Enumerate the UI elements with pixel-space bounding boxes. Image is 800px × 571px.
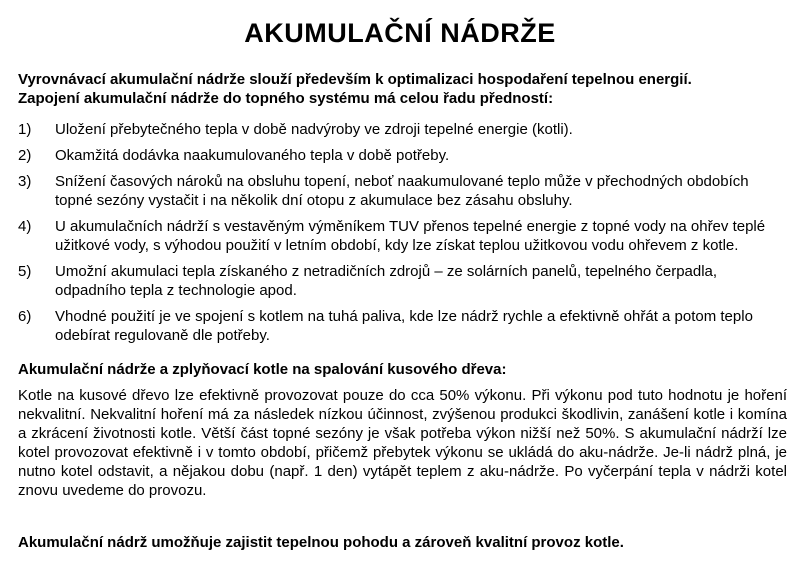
advantages-list <box>18 120 788 352</box>
list-item-number: 5) <box>18 263 32 280</box>
list-item-text: Uložení přebytečného tepla v době nadvýroby ve zdroji tepelné energie (kotli). <box>55 121 573 138</box>
list-item-text: Vhodné použití je ve spojení s kotlem na tuhá paliva, kde lze nádrž rychle a efektivně ohřát a potom teplo odebírat regulovaně dle potřeby. <box>55 308 753 344</box>
intro-line-1: Vyrovnávací akumulační nádrže slouží především k optimalizaci hospodaření tepelnou energií. <box>18 71 692 88</box>
list-item <box>18 120 788 139</box>
page-title: AKUMULAČNÍ NÁDRŽE <box>244 18 556 48</box>
list-item-text: Okamžitá dodávka naakumulovaného tepla v době potřeby. <box>55 147 450 164</box>
intro-text <box>18 70 788 108</box>
list-item-number: 6) <box>18 308 32 325</box>
list-item <box>18 307 788 345</box>
list-item-number: 4) <box>18 218 32 235</box>
list-item-text: Snížení časových nároků na obsluhu topení, neboť naakumulované teplo může v přechodných obdobích topné sezóny vystačit i na několik dní otopu z akumulace bez zásahu obsluhy. <box>55 173 749 209</box>
section-paragraph: Kotle na kusové dřevo lze efektivně provozovat pouze do cca 50% výkonu. Při výkonu pod tuto hodnotu je hoření nekvalitní. Nekvalitní hoření má za následek nízkou účinnost, zvýšenou produkci škodlivin, zanášení kotle i komína a zkrácení životnosti kotle. Větší část topné sezóny je však potřeba výkon nižší než 50%. S akumulační nádrží lze kotel provozovat efektivně i v tomto období, přičemž přebytek výkonu se ukládá do aku-nádrže. Je-li nádrž plná, je nutno kotel odstavit, a nějakou dobu (např. 1 den) vytápět teplem z aku-nádrže. Po vyčerpání tepla v nádrži kotel znovu uvedeme do provozu. <box>18 387 787 499</box>
conclusion-text: Akumulační nádrž umožňuje zajistit tepelnou pohodu a zároveň kvalitní provoz kotle. <box>18 534 624 551</box>
list-item <box>18 172 788 210</box>
section-heading: Akumulační nádrže a zplyňovací kotle na spalování kusového dřeva: <box>18 361 507 378</box>
list-item <box>18 262 788 300</box>
list-item-number: 1) <box>18 121 32 138</box>
list-item-number: 3) <box>18 173 32 190</box>
list-item-number: 2) <box>18 147 32 164</box>
list-item <box>18 217 788 255</box>
list-item <box>18 146 788 165</box>
list-item-text: Umožní akumulaci tepla získaného z netradičních zdrojů – ze solárních panelů, tepelného čerpadla, odpadního tepla z technologie apod. <box>55 263 718 299</box>
intro-line-2: Zapojení akumulační nádrže do topného systému má celou řadu předností: <box>18 90 554 107</box>
list-item-text: U akumulačních nádrží s vestavěným výměníkem TUV přenos tepelné energie z topné vody na ohřev teplé užitkové vody, s výhodou použití v letním období, kdy lze získat teplou užitkovou vodu ohřevem z kotle. <box>55 218 766 254</box>
